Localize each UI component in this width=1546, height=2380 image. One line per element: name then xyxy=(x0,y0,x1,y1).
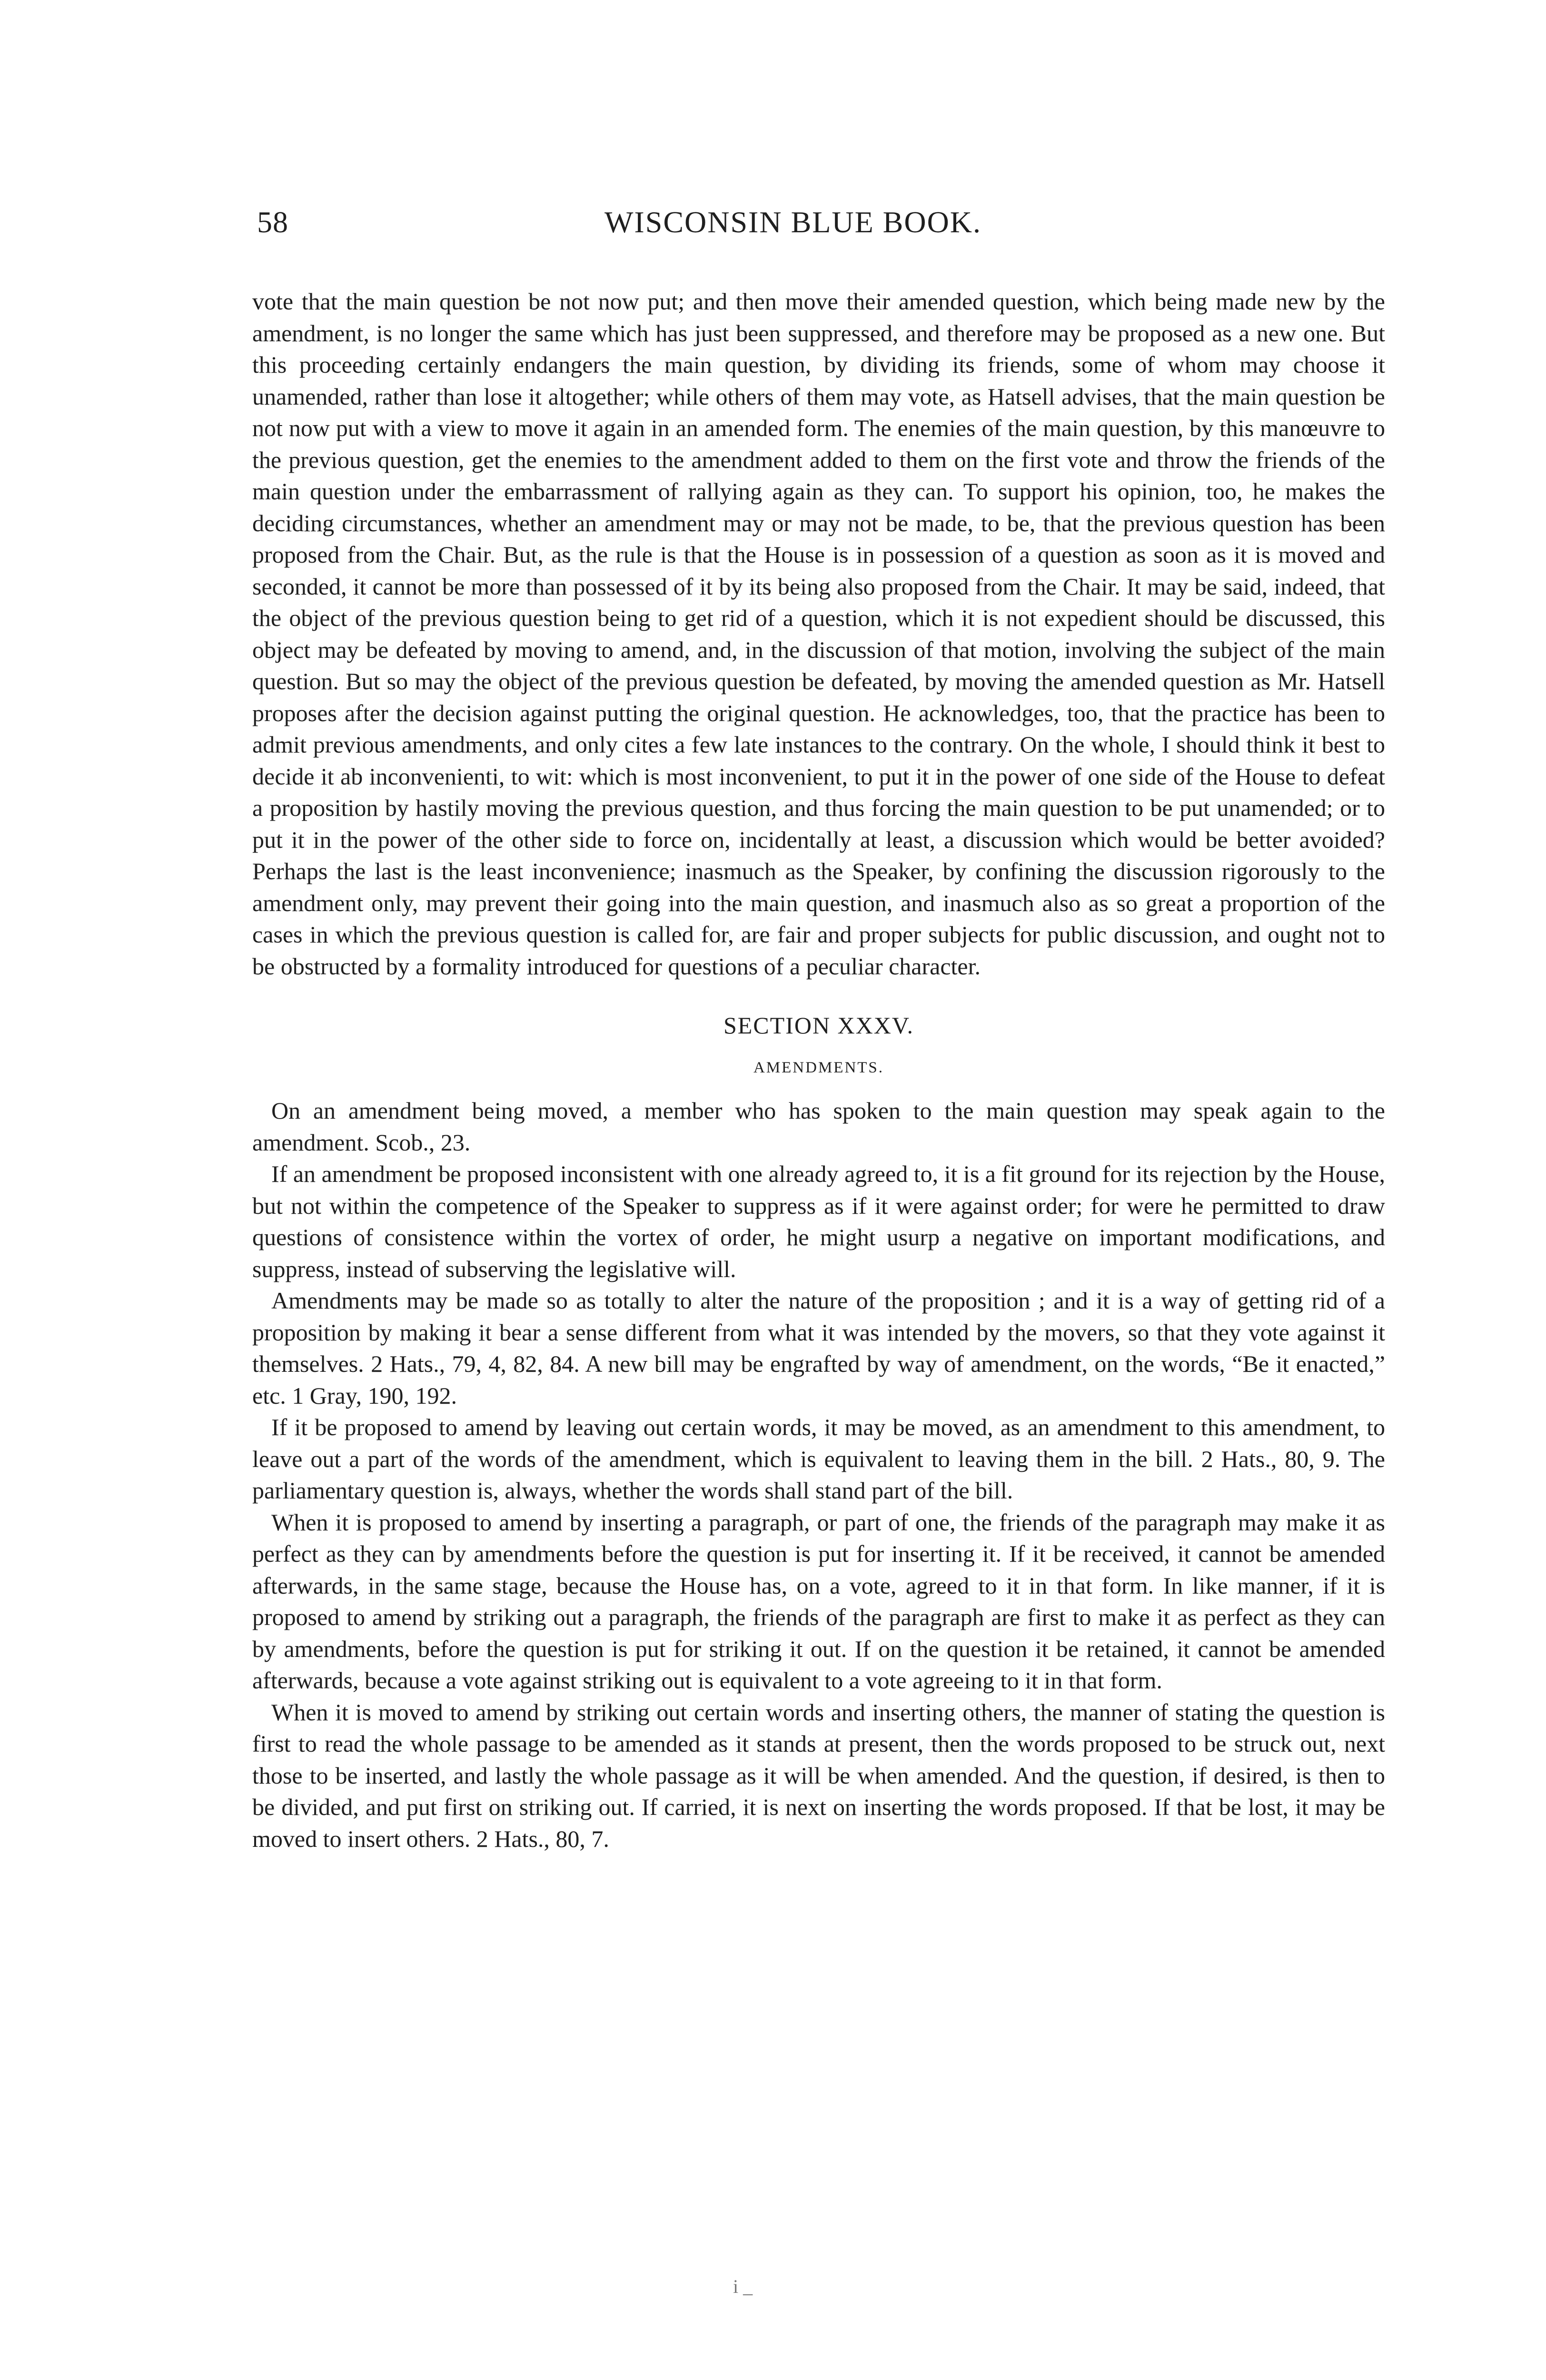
page-number: 58 xyxy=(257,205,288,239)
section-paragraph: When it is proposed to amend by inserting a paragraph, or part of one, the friends of the paragraph may make it as perfect as they can by amendments before the question is put for inserting it. If it be received, it cannot be amended afterwards, in the same stage, because the House has, on a vote, agreed to it in that form. In like manner, if it is proposed to amend by striking out a paragraph, the friends of the paragraph are first to make it as perfect as they can by amendments, before the question is put for striking it out. If on the question it be retained, it cannot be amended afterwards, because a vote against striking out is equivalent to a vote agreeing to it in that form. xyxy=(252,1508,1385,1694)
section-paragraph: If it be proposed to amend by leaving out certain words, it may be moved, as an amendment to this amendment, to leave out a part of the words of the amendment, which is equivalent to leaving them in the bill. 2 Hats., 80, 9. The parliamentary question is, always, whether the words shall stand part of the bill. xyxy=(252,1414,1385,1504)
paragraph-continued: vote that the main question be not now put; and then move their amended question, which being made new by the amendment, is no longer the same which has just been suppressed, and therefore may be proposed as a new one. But this proceeding certainly endangers the main question, by dividing its friends, some of whom may choose it unamended, rather than lose it altogether; while others of them may vote, as Hatsell advises, that the main question be not now put with a view to move it again in an amended form. The enemies of the main question, by this manœuvre to the previous question, get the enemies to the amendment added to them on the first vote and throw the friends of the main question under the embarrassment of rallying again as they can. To support his opinion, too, he makes the deciding circumstances, whether an amendment may or may not be made, to be, that the previous question has been proposed from the Chair. But, as the rule is that the House is in possession of a question as soon as it is moved and seconded, it cannot be more than possessed of it by its being also proposed from the Chair. It may be said, indeed, that the object of the previous question being to get rid of a question, which it is not expedient should be discussed, this object may be defeated by moving to amend, and, in the discussion of that motion, involving the subject of the main question. But so may the object of the previous question be defeated, by moving the amended question as Mr. Hatsell proposes after the decision against putting the original question. He acknowledges, too, that the practice has been to admit previous amendments, and only cites a few late instances to the contrary. On the whole, I should think it best to decide it ab inconvenienti, to wit: which is most inconvenient, to put it in the power of one side of the House to defeat a proposition by hastily moving the previous question, and thus forcing the main question to be put unamended; or to put it in the power of the other side to force on, incidentally at least, a discussion which would be better avoided? Perhaps the last is the least inconvenience; inasmuch as the Speaker, by confining the discussion rigorously to the amendment only, may prevent their going into the main question, and inasmuch also as so great a proportion of the cases in which the previous question is called for, are fair and proper subjects for public discussion, and ought not to be obstructed by a formality introduced for questions of a peculiar character. xyxy=(252,288,1385,980)
running-head xyxy=(257,205,1157,248)
footer-mark: i _ xyxy=(733,2276,753,2297)
section-paragraph: On an amendment being moved, a member who has spoken to the main question may speak again to the amendment. Scob., 23. xyxy=(252,1097,1385,1156)
section-paragraph: If an amendment be proposed inconsistent with one already agreed to, it is a fit ground for its rejection by the House, but not within the competence of the Speaker to suppress as if it were against order; for were he permitted to draw questions of consistence within the vortex of order, he might usurp a negative on important modifications, and suppress, instead of subserving the legislative will. xyxy=(252,1160,1385,1282)
section-paragraph: Amendments may be made so as totally to alter the nature of the proposition ; and it is a way of getting rid of a proposition by making it bear a sense different from what it was intended by the movers, so that they vote against it themselves. 2 Hats., 79, 4, 82, 84. A new bill may be engrafted by way of amendment, on the words, “Be it enacted,” etc. 1 Gray, 190, 192. xyxy=(252,1287,1385,1409)
body-text xyxy=(252,286,1385,1854)
section-paragraph: When it is moved to amend by striking out certain words and inserting others, the manner of stating the question is first to read the whole passage to be amended as it stands at present, then the words proposed to be struck out, next those to be inserted, and lastly the whole passage as it will be when amended. And the question, if desired, is then to be divided, and put first on striking out. If carried, it is next on inserting the words proposed. If that be lost, it may be moved to insert others. 2 Hats., 80, 7. xyxy=(252,1698,1385,1852)
section-subheading: AMENDMENTS. xyxy=(753,1059,884,1076)
section-heading: SECTION XXXV. xyxy=(723,1012,914,1039)
running-title: WISCONSIN BLUE BOOK. xyxy=(605,205,981,239)
